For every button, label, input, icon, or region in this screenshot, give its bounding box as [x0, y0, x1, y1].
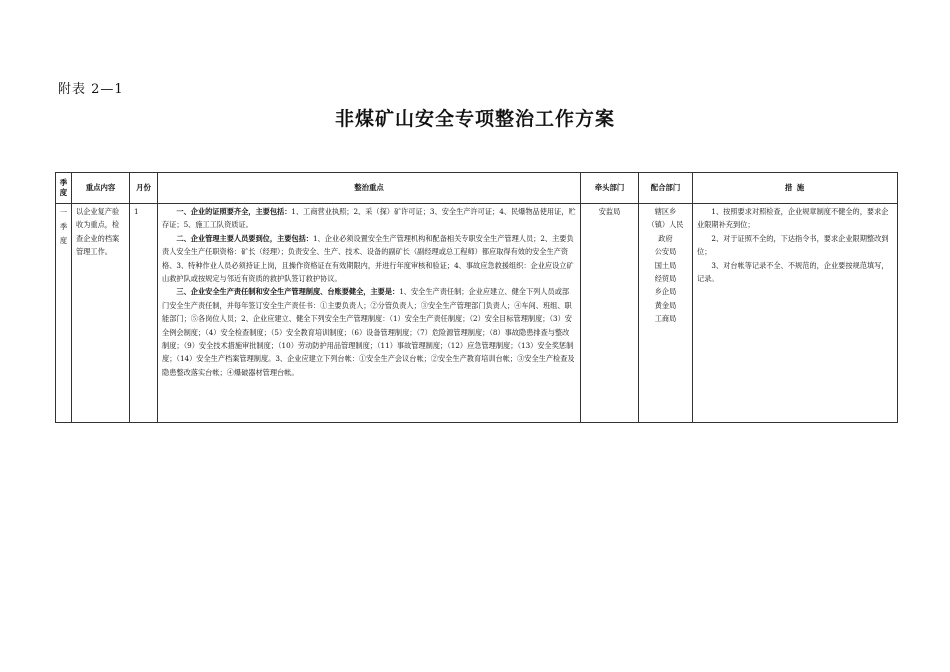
- rectify-item-2: [162, 232, 576, 286]
- coop-dept-line: 辖区乡: [654, 207, 677, 216]
- cell-rectify: [158, 204, 581, 423]
- coop-dept-line: 国土局: [654, 260, 677, 270]
- rectify-item-3: [162, 285, 576, 379]
- rectify-item-2-lead: 二、企业管理主要人员要到位，主要包括：: [176, 233, 313, 243]
- annex-label: 附表 2—1: [58, 82, 124, 97]
- header-focus: 重点内容: [72, 173, 130, 204]
- rectify-item-1: [162, 205, 576, 232]
- measure-item: 2、对于证照不全的，下达指令书，要求企业限期整改到位；: [697, 233, 889, 257]
- cell-measures: [693, 204, 898, 423]
- rectify-item-1-lead: 一、企业的证照要齐全，主要包括：: [176, 207, 292, 216]
- table-row: [56, 204, 898, 423]
- cell-focus: 以企业复产验收为重点，检查企业的档案管理工作。: [72, 204, 130, 423]
- coop-dept-line: 乡企局: [654, 287, 677, 297]
- rectify-item-3-body: 1、安全生产责任制；企业应建立、健全下列人员或部门安全生产责任制，并每年签订安全生产责任书：①主要负责人；②分管负责人；③安全生产管理部门负责人；④车间、班组、职能部门；⑤各岗位人员；2、企业应建立、健全下列安全生产管理制度：（1）安全生产责任制度；（2）安全目标管理制度；（3）安全例会制度；（4）安全检查制度；（5）安全教育培训制度；（6）设备管理制度；（7）危险源管理制度；（8）事故隐患排查与整改制度；（9）安全技术措施审批制度；（10）劳动防护用品管理制度；（11）事故管理制度；（12）应急管理制度；（13）安全奖惩制度；（14）安全生产档案管理制度。3、企业应建立下列台帐：①安全生产会议台帐；②安全生产教育培训台帐；③安全生产检查及隐患整改落实台帐；④爆破器材管理台帐。: [162, 287, 575, 377]
- cell-lead-dept: 安监局: [581, 204, 639, 423]
- measure-item: 3、对台帐等记录不全、不规范的，企业要按规范填写，记录。: [697, 260, 889, 284]
- header-coop-dept: 配合部门: [639, 173, 693, 204]
- header-season: 季度: [56, 173, 72, 204]
- coop-dept-line: 政府: [658, 233, 673, 243]
- coop-dept-line: 工商局: [654, 314, 677, 324]
- table-header-row: [56, 173, 898, 204]
- coop-dept-line: 黄金局: [654, 300, 677, 310]
- rectify-item-1-body: 1、工商营业执照；2、采（探）矿许可证；3、安全生产许可证；4、民爆物品使用证，贮存证；5、施工工队资质证。: [162, 207, 576, 230]
- header-rectify: 整治重点: [158, 173, 581, 204]
- cell-coop-dept: [639, 204, 693, 423]
- cell-month: 1: [130, 204, 158, 423]
- header-month: 月份: [130, 173, 158, 204]
- page-title: 非煤矿山安全专项整治工作方案: [334, 108, 615, 130]
- coop-dept-line: （镇）人民: [647, 220, 684, 230]
- coop-dept-line: 经贸局: [654, 274, 677, 284]
- rectify-item-2-body: 1、企业必须设置安全生产管理机构和配备相关专职安全生产管理人员；2、主要负责人安全生产任职资格：矿长（经理）；负责安全、生产、技术、设备的副矿长（副经理或总工程师）都应取得有效的安全生产资格、3、特种作业人员必须持证上岗，且操作资格证在有效期限内，并进行年度审核和验证；4、事故应急救援组织：企业应设立矿山救护队或按规定与邻近有资质的救护队签订救护协议。: [162, 233, 574, 284]
- coop-dept-line: 公安局: [654, 247, 677, 257]
- header-lead-dept: 牵头部门: [581, 173, 639, 204]
- cell-season: 一季度: [56, 204, 72, 423]
- header-measures: 措 施: [693, 173, 898, 204]
- rectify-item-3-lead: 三、企业安全生产责任制和安全生产管理制度、台账要健全，主要是：: [176, 287, 400, 297]
- work-plan-table: [55, 172, 898, 423]
- measure-item: 1、按照要求对照检查，企业规章制度不健全的，要求企业限期补充到位；: [697, 207, 889, 230]
